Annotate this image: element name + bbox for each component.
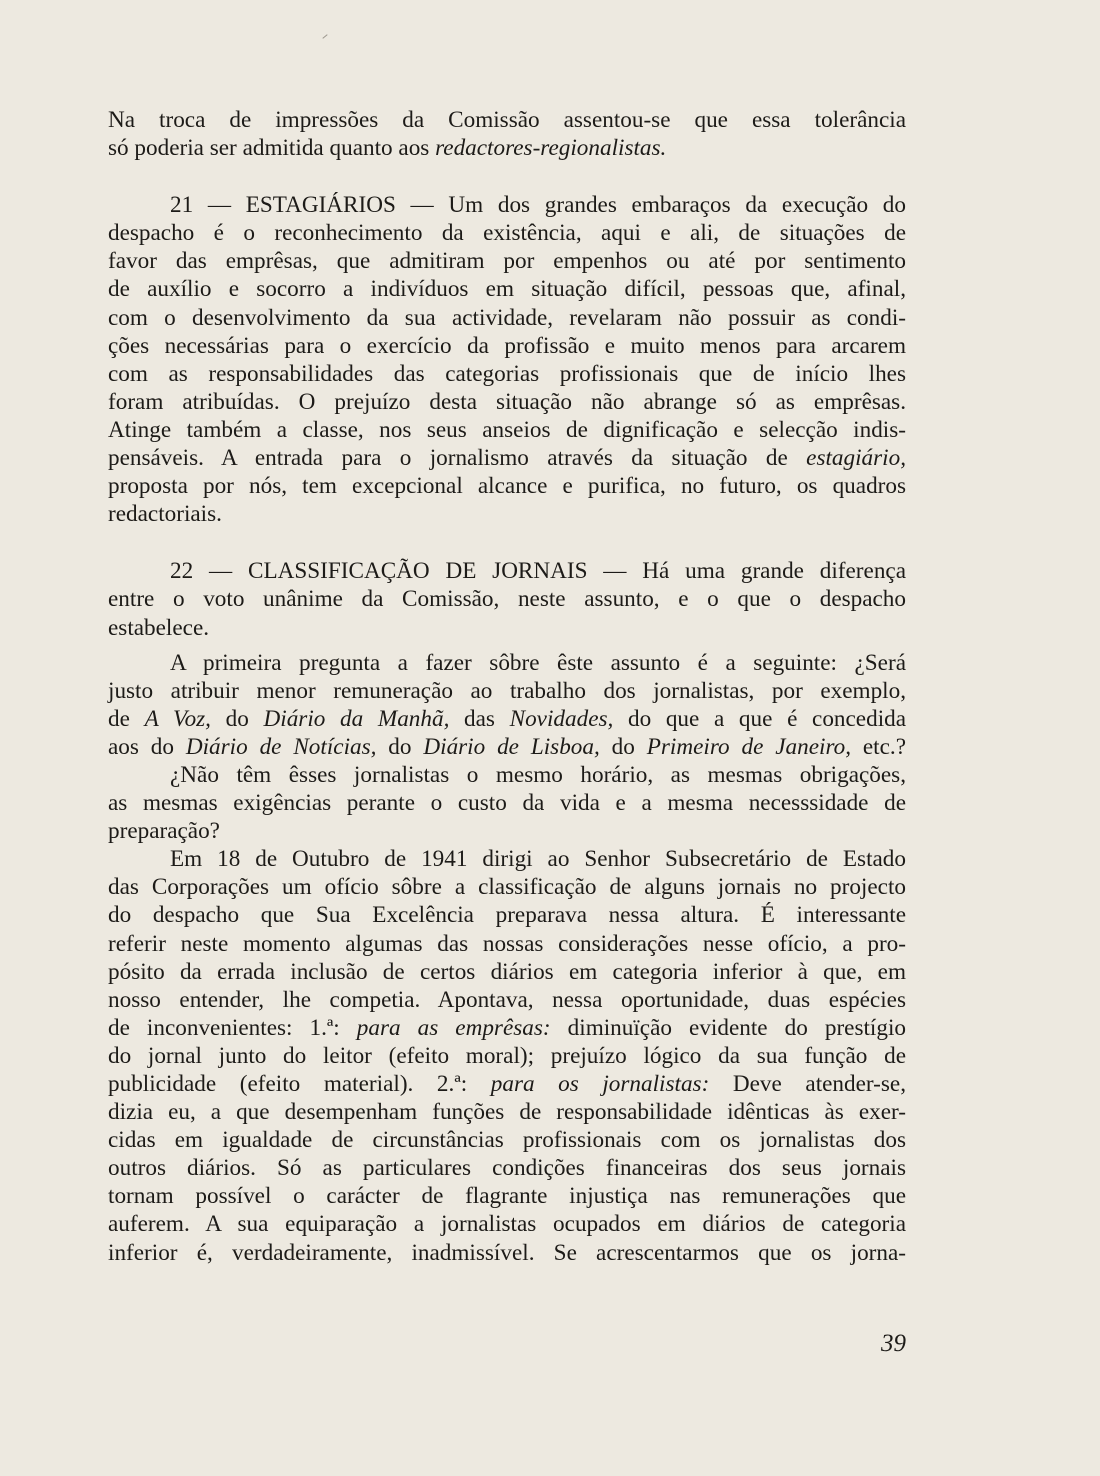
section-21-heading-line: 21 — ESTAGIÁRIOS — Um dos grandes embaraços da execução do [170, 192, 906, 219]
text-line: do despacho que Sua Excelência preparava nessa altura. É interessante [108, 902, 906, 929]
text-line: das Corporações um ofício sôbre a classificação de alguns jornais no projecto [108, 874, 906, 901]
text-line: auferem. A sua equiparação a jornalistas ocupados em diários de categoria [108, 1211, 906, 1238]
text-line: de inconvenientes: 1.ª: para as emprêsas: diminuïção evidente do prestígio [108, 1014, 906, 1041]
text-line: dizia eu, a que desempenham funções de responsabilidade idênticas às exer- [108, 1099, 906, 1126]
text-line: proposta por nós, tem excepcional alcance e purifica, no futuro, os quadros [108, 473, 906, 500]
text-line: pósito da errada inclusão de certos diários em categoria inferior à que, em [108, 958, 906, 985]
text-line: de auxílio e socorro a indivíduos em situação difícil, pessoas que, afinal, [108, 276, 906, 303]
body-text [108, 106, 906, 1267]
text-line: só poderia ser admitida quanto aos redactores-regionalistas. [108, 135, 667, 162]
text-line: favor das emprêsas, que admitiram por empenhos ou até por sentimento [108, 248, 906, 275]
text-line: A primeira pregunta a fazer sôbre êste assunto é a seguinte: ¿Será [170, 649, 906, 676]
text-line: publicidade (efeito material). 2.ª: para os jornalistas: Deve atender-se, [108, 1071, 906, 1097]
italic-term: estagiário, [806, 445, 906, 472]
text-line: entre o voto unânime da Comissão, neste assunto, e o que o despacho [108, 586, 906, 613]
text-line: ções necessárias para o exercício da profissão e muito menos para arcarem [108, 332, 906, 359]
text-line: Em 18 de Outubro de 1941 dirigi ao Senhor Subsecretário de Estado [170, 846, 906, 873]
page-number: 39 [881, 1330, 906, 1357]
section-22-heading-line: 22 — CLASSIFICAÇÃO DE JORNAIS — Há uma grande diferença [170, 558, 906, 585]
text-line: com o desenvolvimento da sua actividade, revelaram não possuir as condi- [108, 304, 906, 331]
text-line: inferior é, verdadeiramente, inadmissível. Se acrescentarmos que os jorna- [108, 1239, 906, 1266]
text-line: pensáveis. A entrada para o jornalismo através da situação de estagiário, [108, 445, 906, 472]
text-line: aos do Diário de Notícias, do Diário de Lisboa, do Primeiro de Janeiro, etc.? [108, 733, 906, 760]
text-line: preparação? [108, 818, 220, 845]
text-line: do jornal junto do leitor (efeito moral); prejuízo lógico da sua função de [108, 1042, 906, 1069]
text-line: Na troca de impressões da Comissão assentou-se que essa tolerância [108, 107, 906, 133]
text-line: cidas em igualdade de circunstâncias profissionais com os jornalistas dos [108, 1127, 906, 1154]
text-line: de A Voz, do Diário da Manhã, das Novidades, do que a que é concedida [108, 705, 907, 732]
text-line: as mesmas exigências perante o custo da vida e a mesma necesssidade de [108, 790, 906, 817]
text-line: tornam possível o carácter de flagrante injustiça nas remunerações que [108, 1183, 906, 1210]
text-line: despacho é o reconhecimento da existência, aqui e ali, de situações de [108, 220, 906, 247]
italic-term: redactores-regionalistas. [435, 135, 667, 162]
text-line: com as responsabilidades das categorias profissionais que de início lhes [108, 360, 906, 387]
text-line: redactoriais. [108, 501, 222, 528]
text-line: justo atribuir menor remuneração ao trabalho dos jornalistas, por exemplo, [108, 677, 906, 704]
text-line: referir neste momento algumas das nossas considerações nesse ofício, a pro- [108, 930, 906, 957]
text-line: outros diários. Só as particulares condições financeiras dos seus jornais [108, 1155, 906, 1182]
paper-mark [322, 34, 327, 39]
text-line: estabelece. [108, 614, 210, 641]
text-line: Atinge também a classe, nos seus anseios de dignificação e selecção indis- [108, 416, 906, 443]
text-line: foram atribuídas. O prejuízo desta situação não abrange só as emprêsas. [108, 388, 906, 415]
text-line: nosso entender, lhe competia. Apontava, nessa oportunidade, duas espécies [108, 986, 906, 1013]
text-line: ¿Não têm êsses jornalistas o mesmo horário, as mesmas obrigações, [170, 761, 906, 788]
